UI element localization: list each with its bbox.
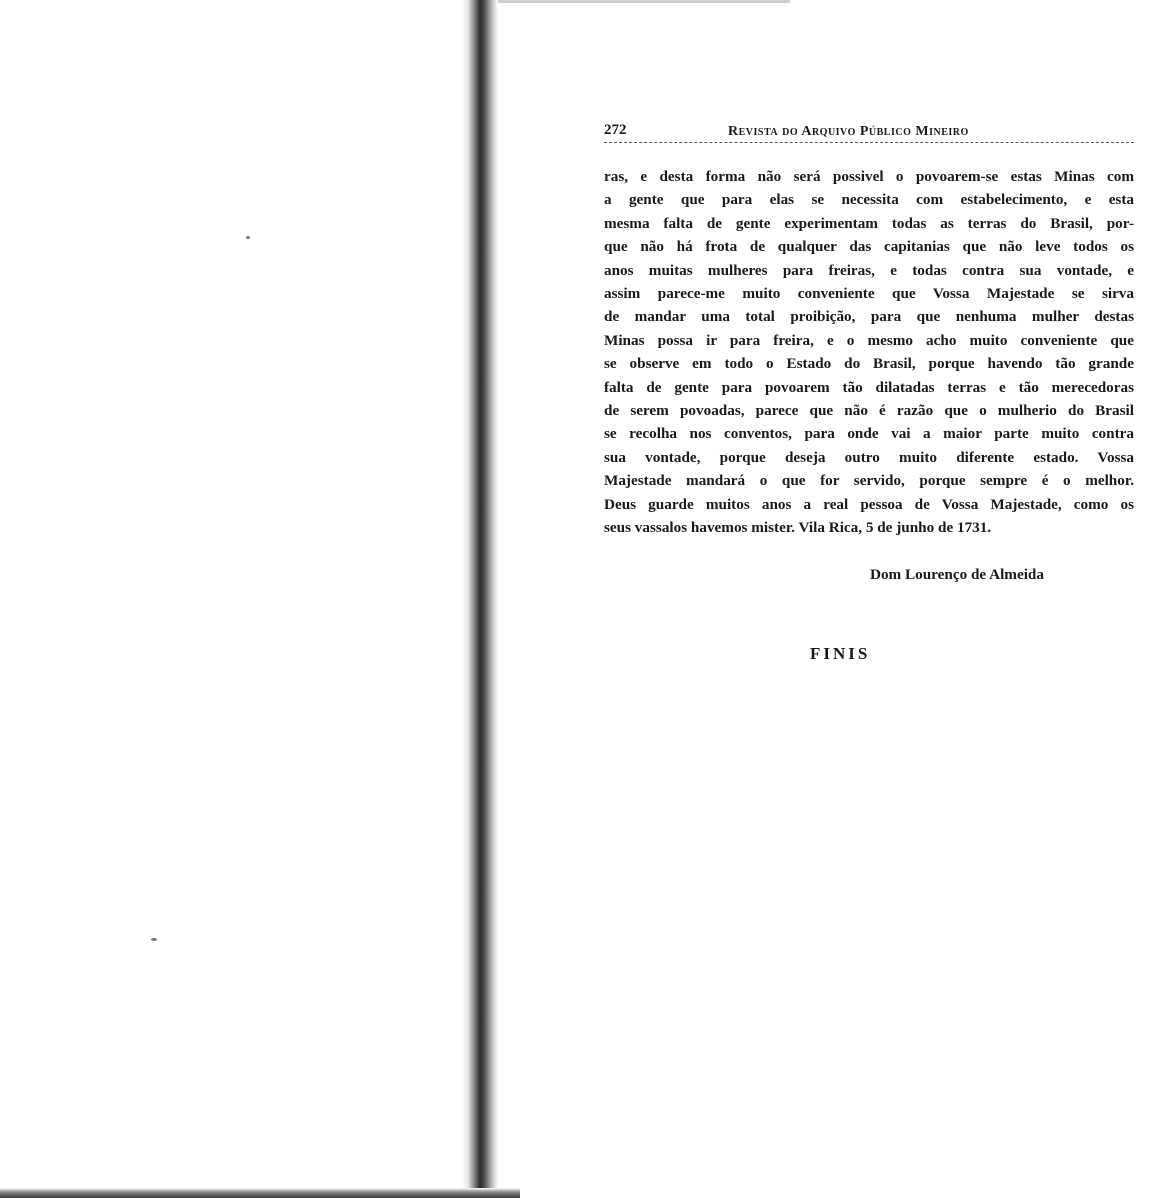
- text-line: Minas possa ir para freira, e o mesmo acho muito conveniente que: [604, 331, 1134, 349]
- book-gutter: [462, 0, 498, 1198]
- text-line: falta de gente para povoarem tão dilatadas terras e tão merecedoras: [604, 378, 1134, 396]
- body-paragraph: [604, 165, 1134, 540]
- text-line: se recolha nos conventos, para onde vai a maior parte muito contra: [604, 425, 1134, 443]
- journal-title: Revista do Arquivo Público Mineiro: [728, 124, 969, 139]
- text-line: Majestade mandará o que for servido, porque sempre é o melhor.: [604, 472, 1134, 490]
- text-line: seus vassalos havemos mister. Vila Rica, 5 de junho de 1731.: [604, 519, 992, 537]
- text-line: que não há frota de qualquer das capitanias que não leve todos os: [604, 238, 1134, 256]
- text-line: de mandar uma total proibição, para que nenhuma mulher destas: [604, 308, 1134, 326]
- right-page: [604, 120, 1134, 663]
- text-line: a gente que para elas se necessita com estabelecimento, e esta: [604, 191, 1134, 209]
- closing-finis: FINIS: [810, 644, 871, 663]
- text-line: se observe em todo o Estado do Brasil, porque havendo tão grande: [604, 355, 1134, 373]
- text-line: de serem povoadas, parece que não é razão que o mulherio do Brasil: [604, 402, 1134, 420]
- page-number: 272: [604, 122, 627, 138]
- text-line: assim parece-me muito conveniente que Vossa Majestade se sirva: [604, 285, 1134, 303]
- text-line: ras, e desta forma não será possivel o povoarem-se estas Minas com: [604, 168, 1134, 185]
- text-line: mesma falta de gente experimentam todas as terras do Brasil, por-: [604, 214, 1134, 232]
- scan-speck: [246, 236, 250, 239]
- page-bottom-edge: [0, 1188, 520, 1198]
- page-top-edge: [470, 0, 790, 3]
- scan-speck: [151, 938, 157, 941]
- running-head: [604, 120, 1134, 143]
- text-line: sua vontade, porque deseja outro muito diferente estado. Vossa: [604, 448, 1134, 466]
- text-line: Deus guarde muitos anos a real pessoa de Vossa Majestade, como os: [604, 495, 1134, 513]
- text-line: anos muitas mulheres para freiras, e todas contra sua vontade, e: [604, 261, 1134, 279]
- signature: Dom Lourenço de Almeida: [870, 566, 1044, 583]
